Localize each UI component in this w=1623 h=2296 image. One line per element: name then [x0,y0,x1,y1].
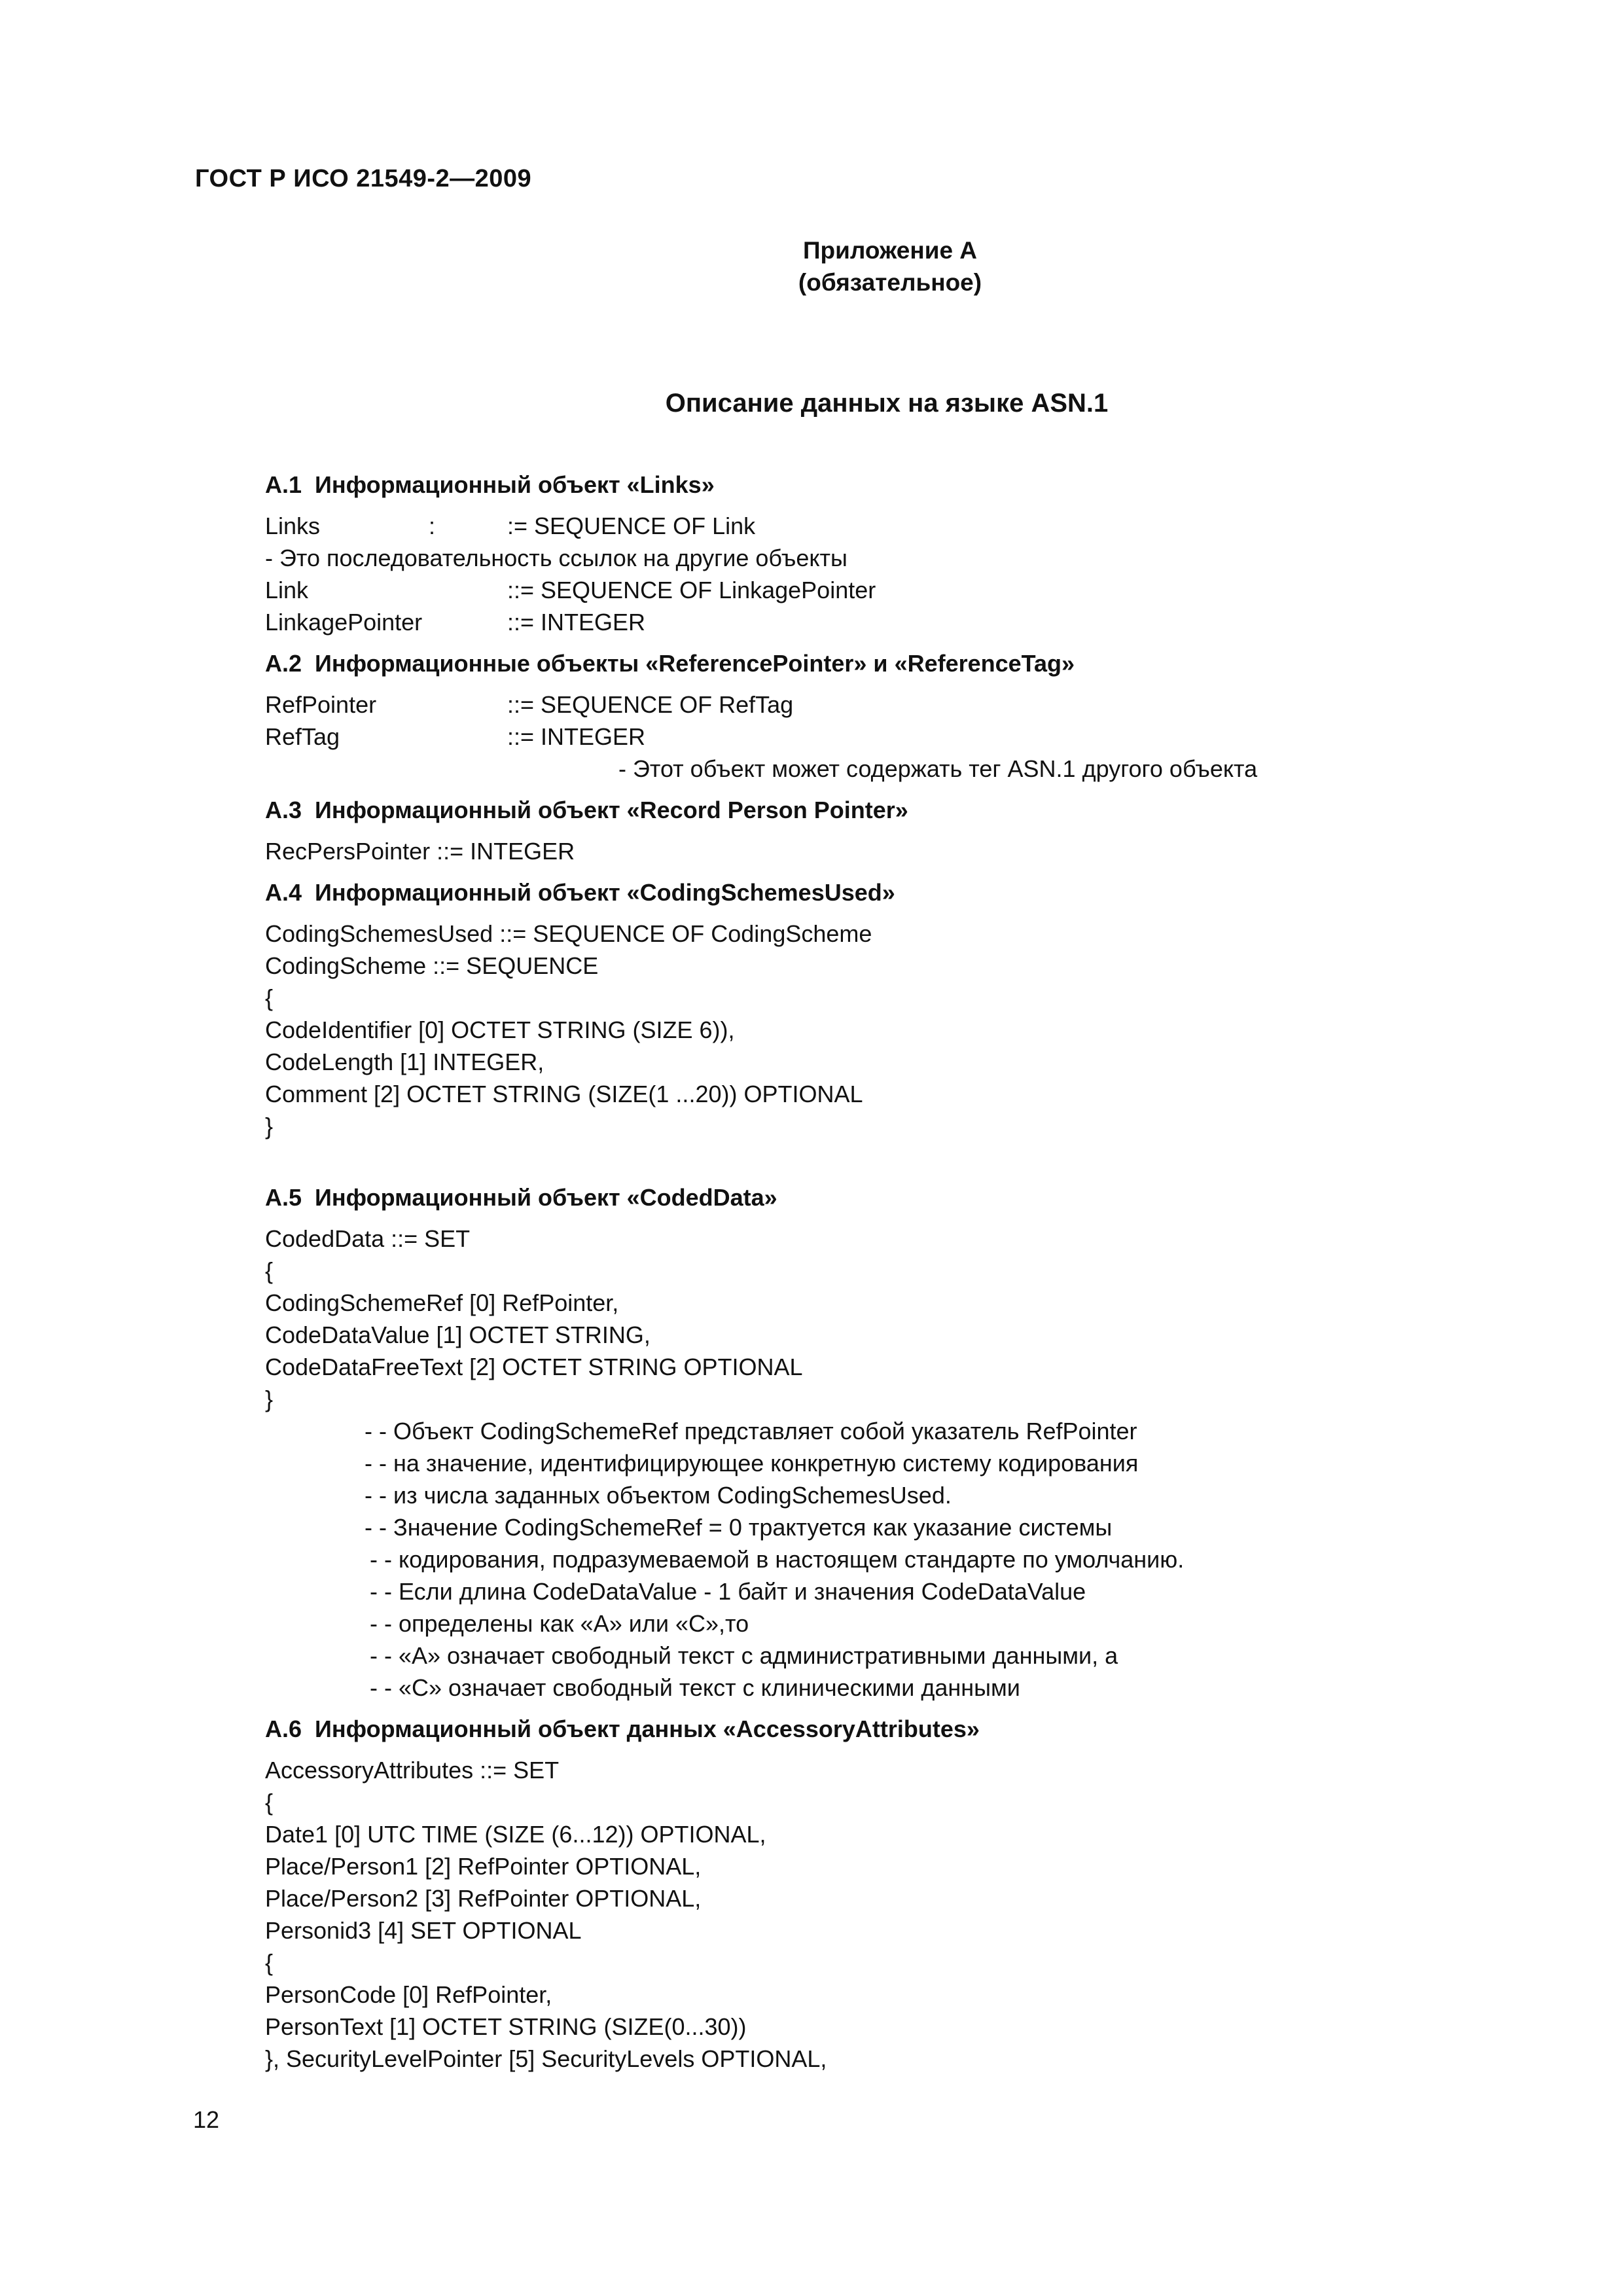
asn-type-name: Links [265,512,321,539]
section-title: Информационный объект «CodedData» [315,1184,777,1211]
document-header: ГОСТ Р ИСО 21549-2—2009 [195,165,532,192]
code-comment: - - Если длина CodeDataValue - 1 байт и значения CodeDataValue [370,1578,1086,1605]
code-line: CodeDataValue [1] OCTET STRING, [265,1321,651,1348]
annex-title: Приложение А [802,237,978,264]
section-heading-a3 [265,794,1417,826]
code-line: { [265,1257,274,1284]
code-line: Place/Person2 [3] RefPointer OPTIONAL, [265,1885,702,1912]
code-line: CodeDataFreeText [2] OCTET STRING OPTIONAL [265,1354,803,1380]
code-comment: - Этот объект может содержать тег ASN.1 другого объекта [618,755,1258,782]
section-heading-a2 [265,647,1417,679]
code-line [265,721,1417,753]
page-title-text: Описание данных на языке ASN.1 [665,389,1109,418]
code-line [265,606,1417,638]
asn-type-name: Link [265,577,309,603]
code-line: CodeIdentifier [0] OCTET STRING (SIZE 6)), [265,1016,735,1043]
document-body [265,469,1417,2075]
code-line: Comment [2] OCTET STRING (SIZE(1 ...20)) OPTIONAL [265,1081,863,1107]
code-line: }, SecurityLevelPointer [5] SecurityLevels OPTIONAL, [265,2045,827,2072]
code-comment: - - кодирования, подразумеваемой в настоящем стандарте по умолчанию. [370,1546,1185,1573]
code-comment: - - «С» означает свободный текст с клиническими данными [370,1674,1020,1701]
annex-status: (обязательное) [798,269,982,296]
asn-definition: ::= SEQUENCE OF RefTag [507,691,794,718]
code-line: { [265,1789,274,1816]
section-number: А.2 [265,650,302,677]
code-line: Personid3 [4] SET OPTIONAL [265,1917,582,1944]
code-comment: - - «А» означает свободный текст с административными данными, а [370,1642,1118,1669]
code-comment: - - Значение CodingSchemeRef = 0 трактуется как указание системы [365,1514,1113,1541]
section-number: А.6 [265,1715,302,1742]
section-title: Информационный объект «Record Person Pointer» [315,797,908,823]
asn-definition: := SEQUENCE OF Link [507,512,756,539]
section-number: А.5 [265,1184,302,1211]
page-title [0,389,1623,418]
code-line: PersonCode [0] RefPointer, [265,1981,552,2008]
asn-definition: ::= INTEGER [507,723,646,750]
code-comment: - - определены как «А» или «С»,то [370,1610,749,1637]
asn-definition: ::= SEQUENCE OF LinkagePointer [507,577,876,603]
code-line [265,510,1417,542]
code-line: } [265,1386,274,1412]
section-heading-a6 [265,1713,1417,1745]
asn-type-name: LinkagePointer [265,609,423,636]
code-line: { [265,1949,274,1976]
code-comment: - - на значение, идентифицирующее конкретную систему кодирования [365,1450,1139,1477]
section-title: Информационный объект данных «AccessoryAttributes» [315,1715,980,1742]
code-comment: - Это последовательность ссылок на другие объекты [265,545,847,571]
asn-colon: : [429,512,436,539]
code-comment: - - из числа заданных объектом CodingSchemesUsed. [365,1482,952,1509]
code-line [265,574,1417,606]
code-line: PersonText [1] OCTET STRING (SIZE(0...30)) [265,2013,747,2040]
section-title: Информационный объект «CodingSchemesUsed» [315,879,895,906]
section-number: А.1 [265,471,302,498]
annex-heading [0,234,1623,298]
section-heading-a5 [265,1181,1417,1213]
section-number: А.3 [265,797,302,823]
code-line: { [265,984,274,1011]
code-line: Place/Person1 [2] RefPointer OPTIONAL, [265,1853,702,1880]
section-title: Информационные объекты «ReferencePointer» и «ReferenceTag» [315,650,1075,677]
section-heading-a1 [265,469,1417,501]
section-number: А.4 [265,879,302,906]
code-line: CodingSchemeRef [0] RefPointer, [265,1289,619,1316]
asn-definition: ::= INTEGER [507,609,646,636]
section-heading-a4 [265,876,1417,908]
code-line: CodingSchemesUsed ::= SEQUENCE OF CodingScheme [265,920,872,947]
code-comment: - - Объект CodingSchemeRef представляет собой указатель RefPointer [365,1418,1137,1444]
asn-type-name: RefPointer [265,691,377,718]
code-line: CodingScheme ::= SEQUENCE [265,952,599,979]
code-line: AccessoryAttributes ::= SET [265,1757,560,1784]
code-line: Date1 [0] UTC TIME (SIZE (6...12)) OPTIONAL, [265,1821,766,1848]
section-title: Информационный объект «Links» [315,471,715,498]
page-number: 12 [193,2106,220,2133]
code-line: } [265,1113,274,1139]
code-line: CodedData ::= SET [265,1225,471,1252]
code-line: CodeLength [1] INTEGER, [265,1049,544,1075]
code-line [265,689,1417,721]
code-line: RecPersPointer ::= INTEGER [265,838,575,865]
asn-type-name: RefTag [265,723,340,750]
